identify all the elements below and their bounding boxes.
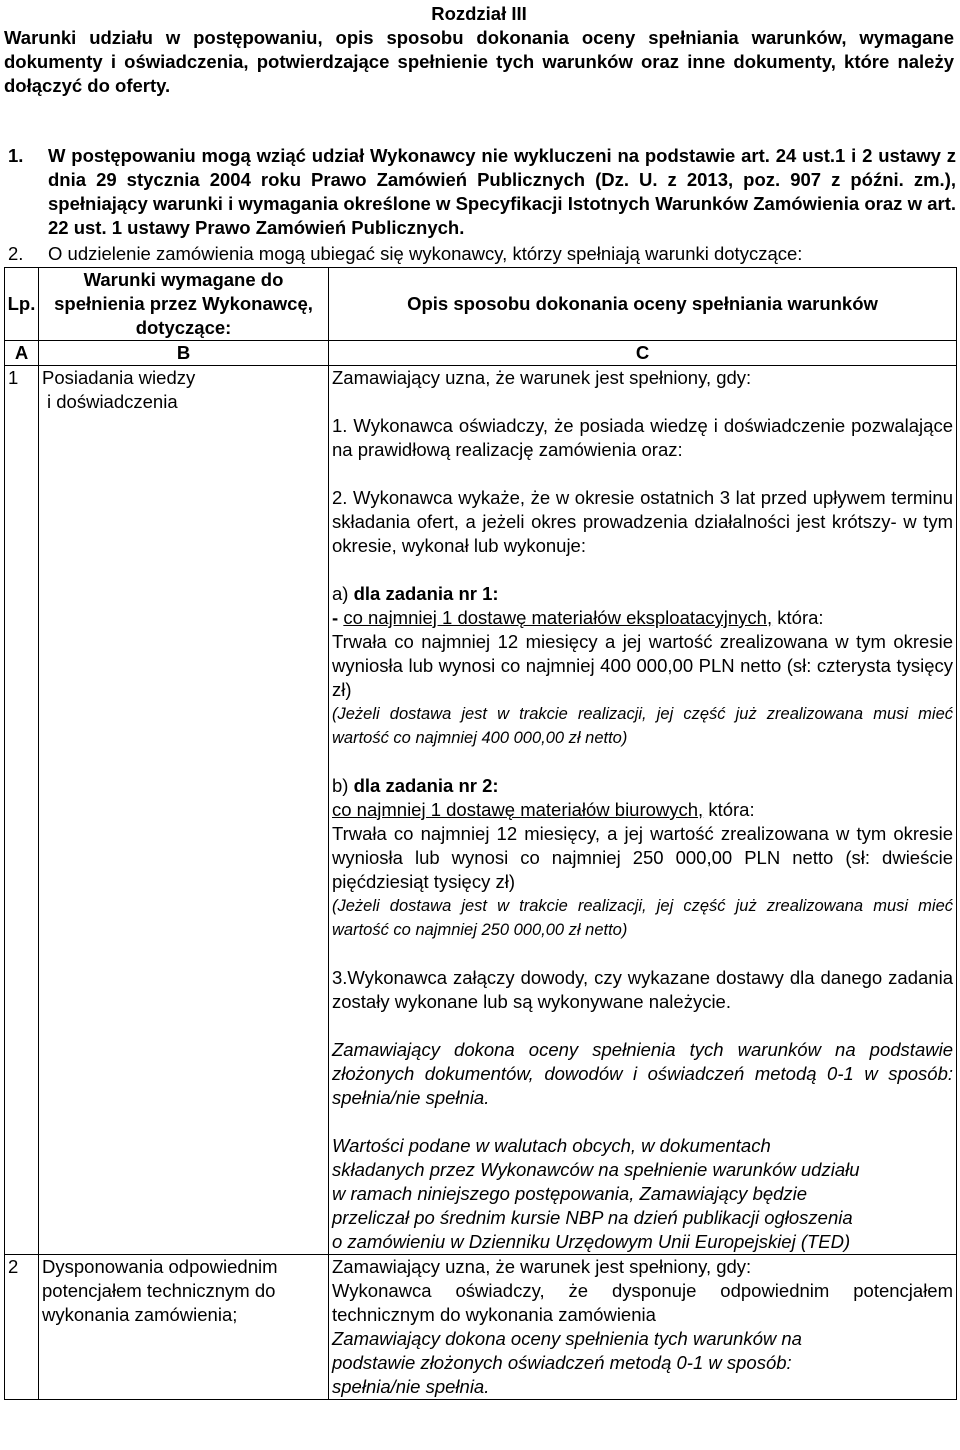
task-1-item: - co najmniej 1 dostawę materiałów eksploatacyjnych, która: (332, 607, 824, 628)
conditions-table (4, 267, 957, 1400)
paragraph-2-text: O udzielenie zamówienia mogą ubiegać się wykonawcy, którzy spełniają warunki dotyczące: (48, 243, 803, 264)
table-letters-row (5, 341, 957, 366)
task-2-heading: b) dla zadania nr 2: (332, 775, 499, 796)
task-1-text: Trwała co najmniej 12 miesięcy a jej wartość zrealizowana w tym okresie wyniosła lub wynosi co najmniej 400 000,00 PLN netto (sł: czterysta tysięcy zł) (332, 631, 953, 700)
row-2-statement: Wykonawca oświadczy, że dysponuje odpowiednim potencjałem technicznym do wykonania zamówienia (332, 1280, 953, 1325)
row-1-point-3: 3.Wykonawca załączy dowody, czy wykazane dostawy dla danego zadania zostały wykonane lub są wykonywane należycie. (332, 967, 953, 1012)
table-row (5, 366, 957, 1255)
task-1-heading: a) dla zadania nr 1: (332, 583, 499, 604)
row-1-currency-note: Wartości podane w walutach obcych, w dokumentach składanych przez Wykonawców na spełnienie warunków udziału w ramach niniejszego postępowania, Zamawiający będzie przeliczał po średnim kursie NBP na dzień publikacji ogłoszenia o zamówieniu w Dzienniku Urzędowym Unii Europejskiej (TED) (332, 1135, 860, 1252)
row-1-condition-line2: i doświadczenia (47, 391, 178, 412)
letter-a: A (5, 341, 39, 366)
header-description: Opis sposobu dokonania oceny spełniania warunków (329, 268, 957, 341)
chapter-title: Rozdział III (431, 3, 527, 24)
row-1-point-1: 1. Wykonawca oświadczy, że posiada wiedzę i doświadczenie pozwalające na prawidłową realizację zamówienia oraz: (332, 415, 953, 460)
paragraph-2-number: 2. (8, 243, 24, 264)
paragraph-1-text: W postępowaniu mogą wziąć udział Wykonawcy nie wykluczeni na podstawie art. 24 ust.1 i 2 ustawy z dnia 29 stycznia 2004 roku Prawo Zamówień Publicznych (Dz. U. z 2013, poz. 907 z późni. zm.), spełniający warunki i wymagania określone w Specyfikacji Istotnych Warunków Zamówienia oraz w art. 22 ust. 1 ustawy Prawo Zamówień Publicznych. (48, 145, 956, 238)
table-row (5, 1255, 957, 1400)
row-1-condition (39, 366, 329, 1255)
task-1-note: (Jeżeli dostawa jest w trakcie realizacji, jej część już zrealizowana musi mieć wartość co najmniej 400 000,00 zł netto) (332, 705, 953, 747)
task-2-text: Trwała co najmniej 12 miesięcy, a jej wartość zrealizowana w tym okresie wyniosła lub wynosi co najmniej 250 000,00 PLN netto (sł: dwieście pięćdziesiąt tysięcy zł) (332, 823, 953, 892)
row-1-point-2: 2. Wykonawca wykaże, że w okresie ostatnich 3 lat przed upływem terminu składania ofert, a jeżeli okres prowadzenia działalności jest krótszy- w tym okresie, wykonał lub wykonuje: (332, 487, 953, 556)
header-lp: Lp. (5, 268, 39, 341)
row-2-intro: Zamawiający uzna, że warunek jest spełniony, gdy: (332, 1256, 752, 1277)
table-header-row (5, 268, 957, 341)
row-1-evaluation: Zamawiający dokona oceny spełnienia tych warunków na podstawie złożonych dokumentów, dowodów i oświadczeń metodą 0-1 w sposób: spełnia/nie spełnia. (332, 1039, 953, 1108)
task-2-note: (Jeżeli dostawa jest w trakcie realizacji, jej część już zrealizowana musi mieć wartość co najmniej 250 000,00 zł netto) (332, 897, 953, 939)
letter-c: C (329, 341, 957, 366)
task-2-item: co najmniej 1 dostawę materiałów biurowych, która: (332, 799, 755, 820)
row-1-description (329, 366, 957, 1255)
letter-b: B (39, 341, 329, 366)
row-2-lp: 2 (5, 1255, 39, 1400)
document-header (4, 2, 954, 98)
row-1-lp: 1 (5, 366, 39, 1255)
paragraph-1-number: 1. (8, 145, 24, 166)
row-2-condition: Dysponowania odpowiednim potencjałem technicznym do wykonania zamówienia; (39, 1255, 329, 1400)
row-2-description (329, 1255, 957, 1400)
row-2-evaluation: Zamawiający dokona oceny spełnienia tych warunków na podstawie złożonych oświadczeń metodą 0-1 w sposób: spełnia/nie spełnia. (332, 1328, 802, 1397)
row-1-intro: Zamawiający uzna, że warunek jest spełniony, gdy: (332, 367, 752, 388)
row-1-condition-line1: Posiadania wiedzy (42, 367, 196, 388)
header-conditions: Warunki wymagane do spełnienia przez Wykonawcę, dotyczące: (39, 268, 329, 341)
chapter-subtitle: Warunki udziału w postępowaniu, opis sposobu dokonania oceny spełniania warunków, wymagane dokumenty i oświadczenia, potwierdzające spełnienie tych warunków oraz inne dokumenty, które należy dołączyć do oferty. (4, 27, 954, 96)
